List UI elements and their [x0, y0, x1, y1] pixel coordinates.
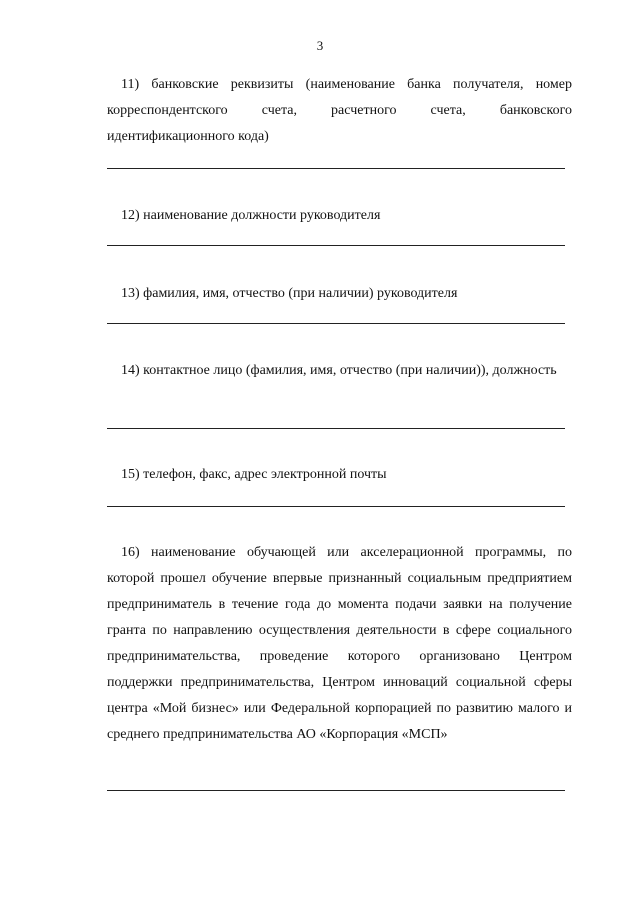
fill-in-line-training-program — [107, 790, 565, 791]
fill-in-line-bank-details — [107, 168, 565, 169]
form-item-bank-details: 11) банковские реквизиты (наименование банка получателя, номер корреспондентского счета, расчетного счета, банковского идентификационного кода) — [107, 77, 572, 144]
fill-in-line-head-full-name — [107, 323, 565, 324]
form-item-head-full-name: 13) фамилия, имя, отчество (при наличии) руководителя — [121, 286, 458, 301]
fill-in-line-contact-person — [107, 428, 565, 429]
fill-in-line-head-position — [107, 245, 565, 246]
fill-in-line-contacts — [107, 506, 565, 507]
form-item-training-program: 16) наименование обучающей или акселерационной программы, по которой прошел обучение впервые признанный социальным предприятием предприниматель в течение года до момента подачи заявки на получение гранта по направлению осуществления деятельности в сфере социального предпринимательства, проведение которого организовано Центром поддержки предпринимательства, Центром инноваций социальной сферы центра «Мой бизнес» или Федеральной корпорацией по развитию малого и среднего предпринимательства АО «Корпорация «МСП» — [107, 545, 572, 742]
form-item-head-position: 12) наименование должности руководителя — [121, 208, 381, 223]
form-item-contacts: 15) телефон, факс, адрес электронной почты — [121, 467, 387, 482]
page-number: 3 — [316, 38, 324, 53]
form-item-contact-person: 14) контактное лицо (фамилия, имя, отчество (при наличии)), должность — [121, 363, 557, 378]
